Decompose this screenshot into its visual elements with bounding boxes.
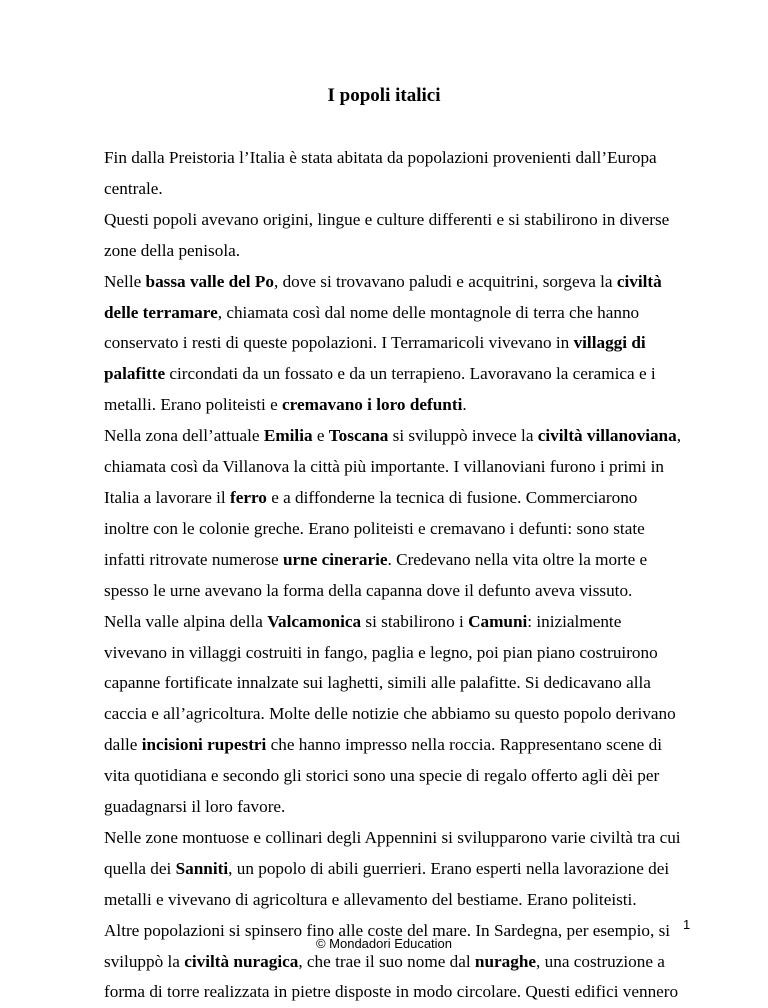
- text-run: che hanno impresso nella roccia. Rappresentano scene di vita quotidiana e secondo gli storici sono una specie di regalo offerto agli dèi per guadagnarsi il loro favore.: [104, 735, 662, 817]
- text-run: , chiamata così da Villanova la città più importante. I villanoviani furono i primi in Italia a lavorare il: [104, 426, 682, 507]
- text-run: circondati da un fossato e da un terrapieno. Lavoravano la ceramica e i metalli. Erano politeisti e: [104, 364, 656, 415]
- text-run: .: [462, 395, 467, 415]
- page-title: I popoli italici: [327, 85, 441, 106]
- paragraph-1: [104, 143, 684, 205]
- text-run: Altre popolazioni si spinsero fino alle coste del mare. In Sardegna, per esempio, si sviluppò la: [104, 920, 671, 971]
- paragraph-3: [104, 267, 684, 422]
- bold-term: villaggi di palafitte: [104, 333, 646, 384]
- text-run: , che trae il suo nome dal: [298, 951, 475, 971]
- text-run: , una costruzione a forma di torre realizzata in pietre disposte in modo circolare. Questi edifici vennero: [104, 951, 679, 1002]
- bold-term: Sanniti: [175, 858, 229, 878]
- text-run: Questi popoli avevano origini, lingue e culture differenti e si stabilirono in diverse zone della penisola.: [104, 209, 670, 260]
- bold-term: Emilia: [263, 426, 313, 446]
- bold-term: bassa valle del Po: [145, 271, 274, 291]
- bold-term: incisioni rupestri: [141, 735, 267, 755]
- document-body: [104, 143, 684, 1008]
- paragraph-5: [104, 607, 684, 823]
- paragraph-2: [104, 205, 684, 267]
- bold-term: civiltà nuragica: [184, 951, 299, 971]
- bold-term: urne cinerarie: [282, 549, 388, 569]
- text-run: , chiamata così dal nome delle montagnole di terra che hanno conservato i resti di queste popolazioni. I Terramaricoli vivevano in: [104, 302, 640, 353]
- text-run: Nelle: [104, 271, 146, 291]
- bold-term: nuraghe: [474, 951, 537, 971]
- paragraph-6: [104, 823, 684, 916]
- bold-term: Valcamonica: [267, 611, 362, 631]
- paragraph-7: [104, 916, 684, 1008]
- bold-term: Camuni: [468, 611, 528, 631]
- page-number: 1: [683, 917, 691, 932]
- bold-term: civiltà villanoviana: [537, 426, 677, 446]
- bold-term: ferro: [229, 487, 267, 507]
- bold-term: civiltà delle terramare: [104, 271, 662, 322]
- bold-term: Toscana: [328, 426, 389, 446]
- text-run: , un popolo di abili guerrieri. Erano esperti nella lavorazione dei metalli e vivevano di agricoltura e allevamento del bestiame. Erano politeisti.: [104, 858, 670, 909]
- text-run: si sviluppò invece la: [388, 426, 538, 446]
- text-run: Nella valle alpina della: [104, 611, 268, 631]
- text-run: , dove si trovavano paludi e acquitrini, sorgeva la: [273, 271, 617, 291]
- text-run: Nelle zone montuose e collinari degli Appennini si svilupparono varie civiltà tra cui quella dei: [104, 827, 681, 878]
- bold-term: cremavano i loro defunti: [282, 395, 463, 415]
- text-run: e a diffonderne la tecnica di fusione. Commerciarono inoltre con le colonie greche. Erano politeisti e cremavano i defunti: sono state infatti ritrovate numerose: [104, 487, 645, 569]
- text-run: e: [312, 426, 329, 446]
- text-run: si stabilirono i: [361, 611, 469, 631]
- footer-copyright: © Mondadori Education: [315, 936, 453, 951]
- text-run: . Credevano nella vita oltre la morte e spesso le urne avevano la forma della capanna dove il defunto aveva vissuto.: [104, 549, 648, 600]
- text-run: : inizialmente vivevano in villaggi costruiti in fango, paglia e legno, poi pian piano costruirono capanne fortificate innalzate sui laghetti, simili alle palafitte. Si dedicavano alla caccia e all’agricoltura. Molte delle notizie che abbiamo su questo popolo derivano dalle: [104, 611, 676, 755]
- text-run: Nella zona dell’attuale: [104, 426, 264, 446]
- text-run: Fin dalla Preistoria l’Italia è stata abitata da popolazioni provenienti dall’Europa centrale.: [104, 148, 657, 198]
- paragraph-4: [104, 421, 684, 606]
